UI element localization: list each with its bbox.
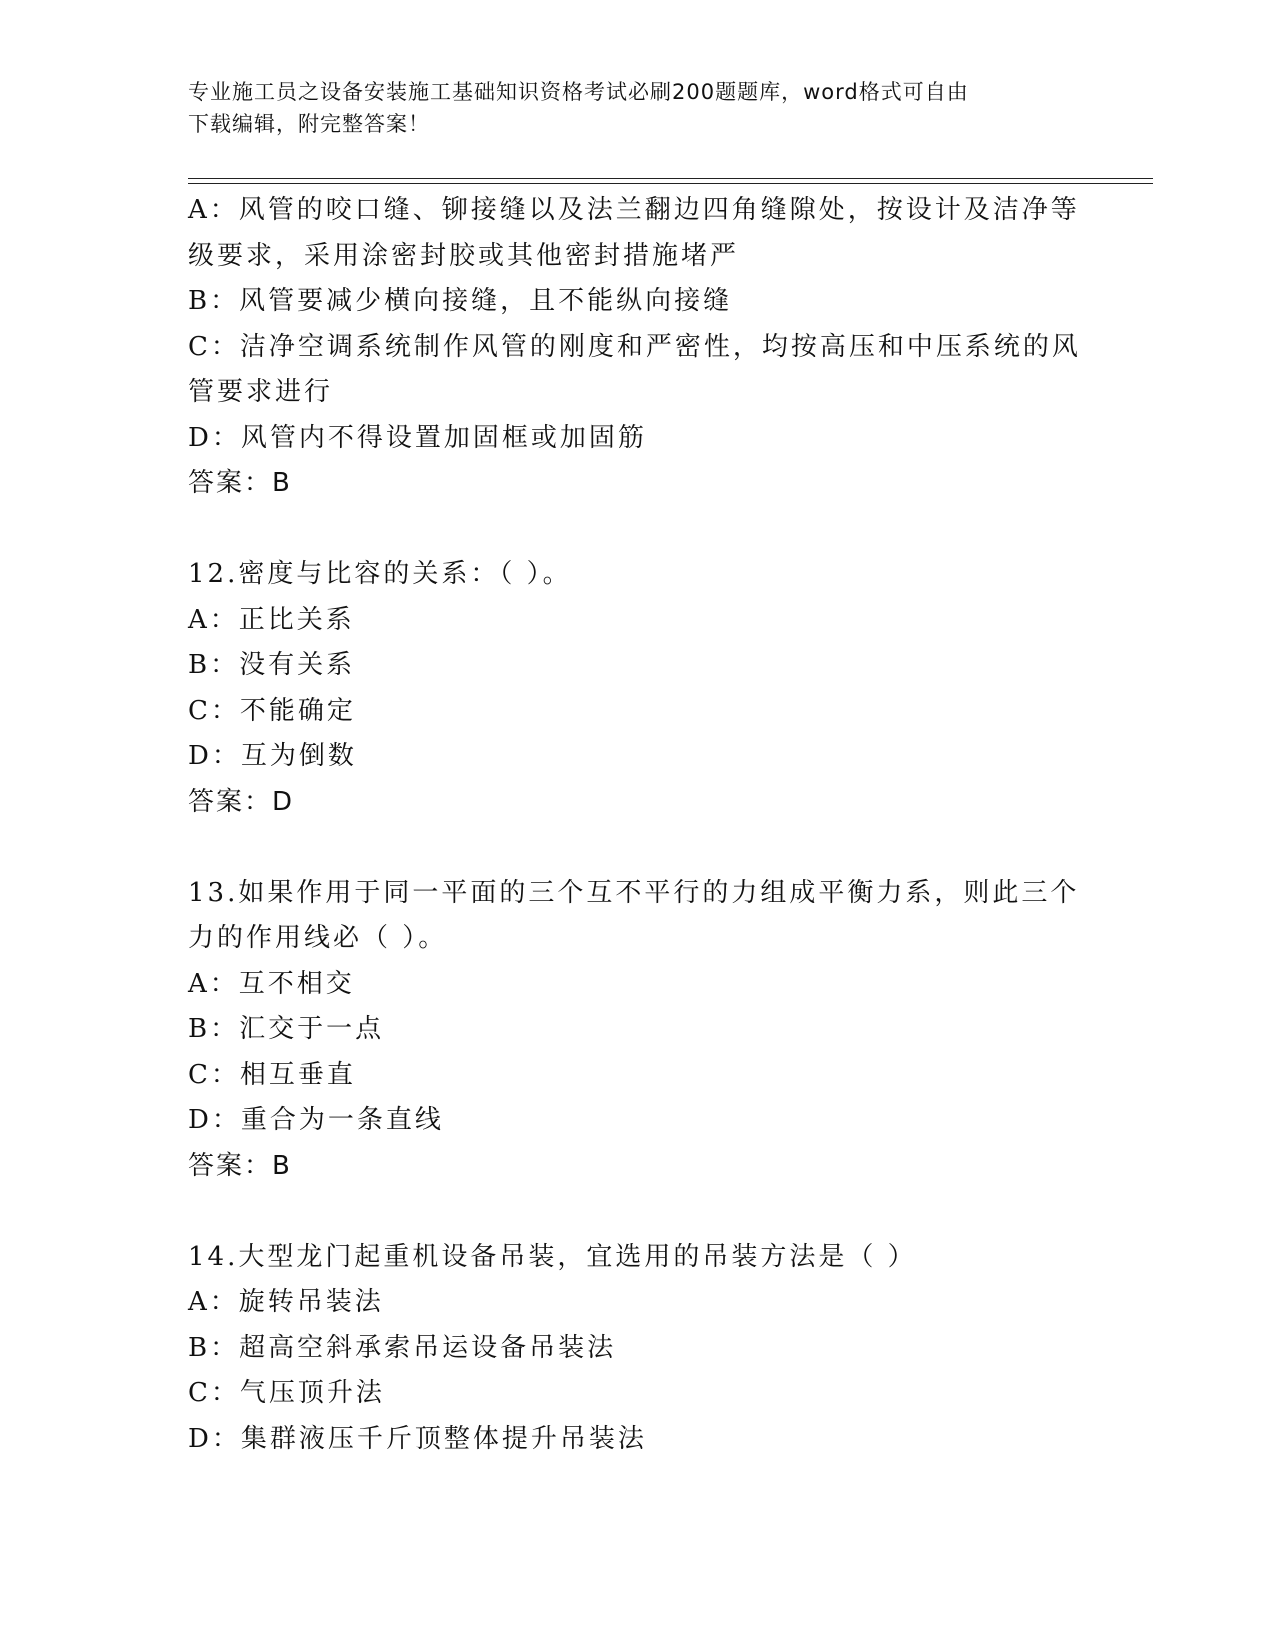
q11-option-a-line-1: A：风管的咬口缝、铆接缝以及法兰翻边四角缝隙处，按设计及洁净等: [188, 195, 1080, 225]
q14-option-a: A：旋转吊装法: [188, 1287, 384, 1317]
q13-question-line-1: 13.如果作用于同一平面的三个互不平行的力组成平衡力系，则此三个: [188, 877, 1080, 908]
q12-option-d: D：互为倒数: [188, 741, 357, 771]
q13-option-b: B：汇交于一点: [188, 1014, 385, 1044]
q13-option-d: D：重合为一条直线: [188, 1105, 444, 1135]
header-line-2: 下载编辑，附完整答案！: [188, 112, 430, 136]
q13-option-a: A：互不相交: [188, 968, 355, 999]
q11-option-c-line-1: C：洁净空调系统制作风管的刚度和严密性，均按高压和中压系统的风: [188, 331, 1081, 362]
q11-option-a-line-2: 级要求，采用涂密封胶或其他密封措施堵严: [188, 240, 740, 271]
q11-option-d: D：风管内不得设置加固框或加固筋: [188, 422, 647, 453]
spacer: [188, 825, 1088, 871]
q11-option-c-line-2: 管要求进行: [188, 377, 334, 407]
q13-option-c: C：相互垂直: [188, 1059, 356, 1090]
q13-answer: 答案：B: [188, 1150, 292, 1181]
question-13: [188, 871, 1088, 1190]
header-divider-top: [188, 178, 1153, 179]
spacer: [188, 507, 1088, 553]
q14-question: 14.大型龙门起重机设备吊装，宜选用的吊装方法是（ ）: [188, 1241, 917, 1272]
header-divider-bottom: [188, 183, 1153, 184]
spacer: [188, 1189, 1088, 1235]
question-12: [188, 552, 1088, 825]
q14-option-d: D：集群液压千斤顶整体提升吊装法: [188, 1423, 647, 1454]
document-body: [188, 188, 1088, 1462]
question-14: [188, 1235, 1088, 1463]
document-header: [188, 76, 1068, 140]
question-11-options: [188, 188, 1088, 507]
q12-option-c: C：不能确定: [188, 695, 356, 726]
q12-question: 12.密度与比容的关系：（ ）。: [188, 559, 572, 589]
q12-option-b: B：没有关系: [188, 650, 356, 680]
header-line-1: 专业施工员之设备安装施工基础知识资格考试必刷200题题库，word格式可自由: [188, 80, 969, 104]
q14-option-c: C：气压顶升法: [188, 1378, 385, 1408]
q14-option-b: B：超高空斜承索吊运设备吊装法: [188, 1332, 617, 1363]
q12-answer: 答案：D: [188, 786, 295, 817]
q11-option-b: B：风管要减少横向接缝，且不能纵向接缝: [188, 286, 733, 316]
q12-option-a: A：正比关系: [188, 604, 355, 635]
q11-answer: 答案：B: [188, 468, 292, 498]
q13-question-line-2: 力的作用线必（ ）。: [188, 923, 448, 953]
